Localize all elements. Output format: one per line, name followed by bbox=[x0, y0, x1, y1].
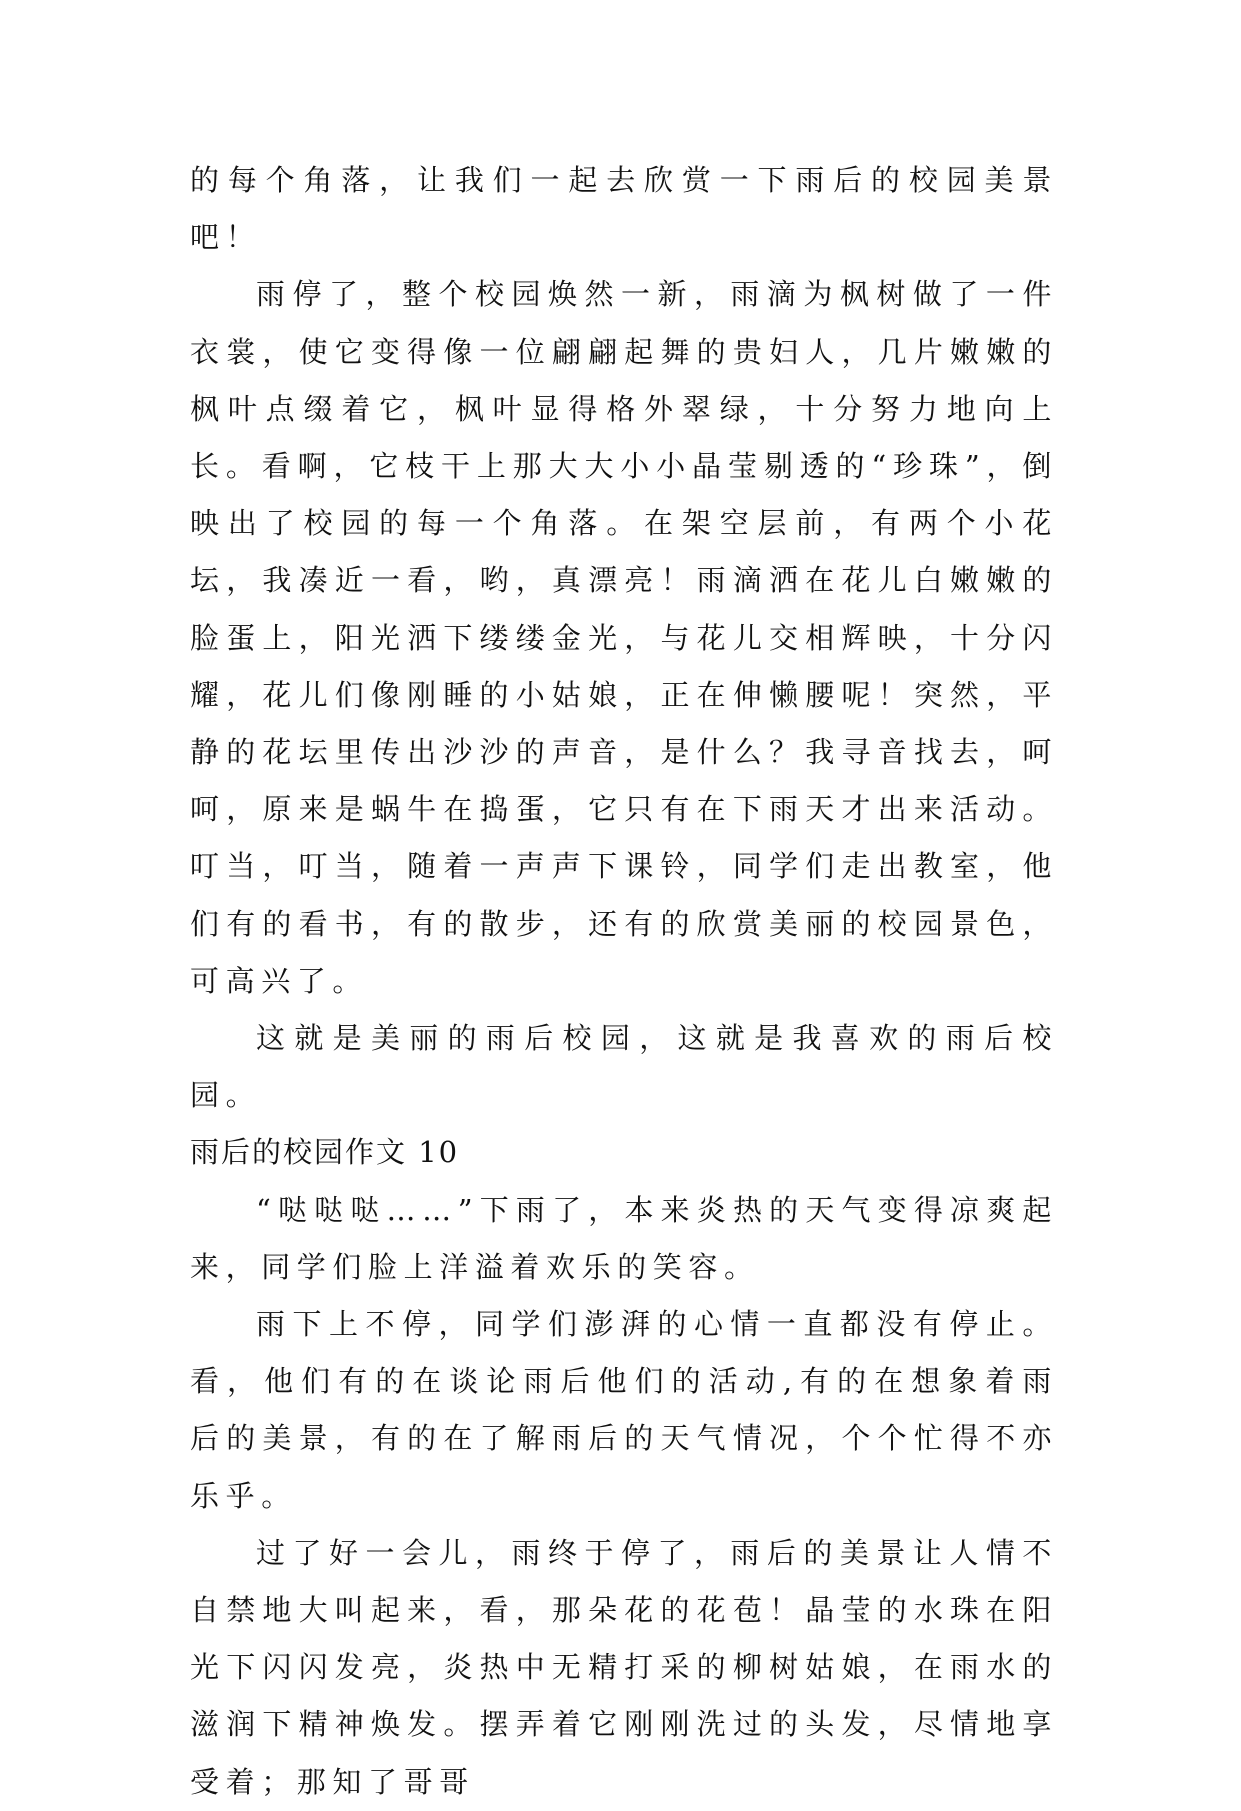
paragraph: 雨停了，整个校园焕然一新，雨滴为枫树做了一件衣裳，使它变得像一位翩翩起舞的贵妇人，几片嫩嫩的枫叶点缀着它，枫叶显得格外翠绿，十分努力地向上长。看啊，它枝干上那大大小小晶莹剔透的“珍珠”，倒映出了校园的每一个角落。在架空层前，有两个小花坛，我凑近一看，哟，真漂亮！雨滴洒在花儿白嫩嫩的脸蛋上，阳光洒下缕缕金光，与花儿交相辉映，十分闪耀，花儿们像刚睡的小姑娘，正在伸懒腰呢！突然，平静的花坛里传出沙沙的声音，是什么？我寻音找去，呵呵，原来是蜗牛在捣蛋，它只有在下雨天才出来活动。叮当，叮当，随着一声声下课铃，同学们走出教室，他们有的看书，有的散步，还有的欣赏美丽的校园景色，可高兴了。 bbox=[190, 277, 1058, 998]
paragraph: 雨下上不停，同学们澎湃的心情一直都没有停止。看，他们有的在谈论雨后他们的活动,有的在想象着雨后的美景，有的在了解雨后的天气情况，个个忙得不亦乐乎。 bbox=[190, 1307, 1058, 1513]
document-body bbox=[190, 152, 1058, 1811]
paragraph: “哒哒哒……”下雨了，本来炎热的天气变得凉爽起来，同学们脸上洋溢着欢乐的笑容。 bbox=[190, 1192, 1058, 1284]
paragraph: 过了好一会儿，雨终于停了，雨后的美景让人情不自禁地大叫起来，看，那朵花的花苞！晶莹的水珠在阳光下闪闪发亮，炎热中无精打采的柳树姑娘，在雨水的滋润下精神焕发。摆弄着它刚刚洗过的头发，尽情地享受着；那知了哥哥 bbox=[190, 1535, 1058, 1799]
paragraph: 的每个角落，让我们一起去欣赏一下雨后的校园美景吧！ bbox=[190, 163, 1058, 255]
paragraph: 这就是美丽的雨后校园，这就是我喜欢的雨后校园。 bbox=[190, 1021, 1058, 1113]
section-heading: 雨后的校园作文 10 bbox=[190, 1135, 460, 1170]
